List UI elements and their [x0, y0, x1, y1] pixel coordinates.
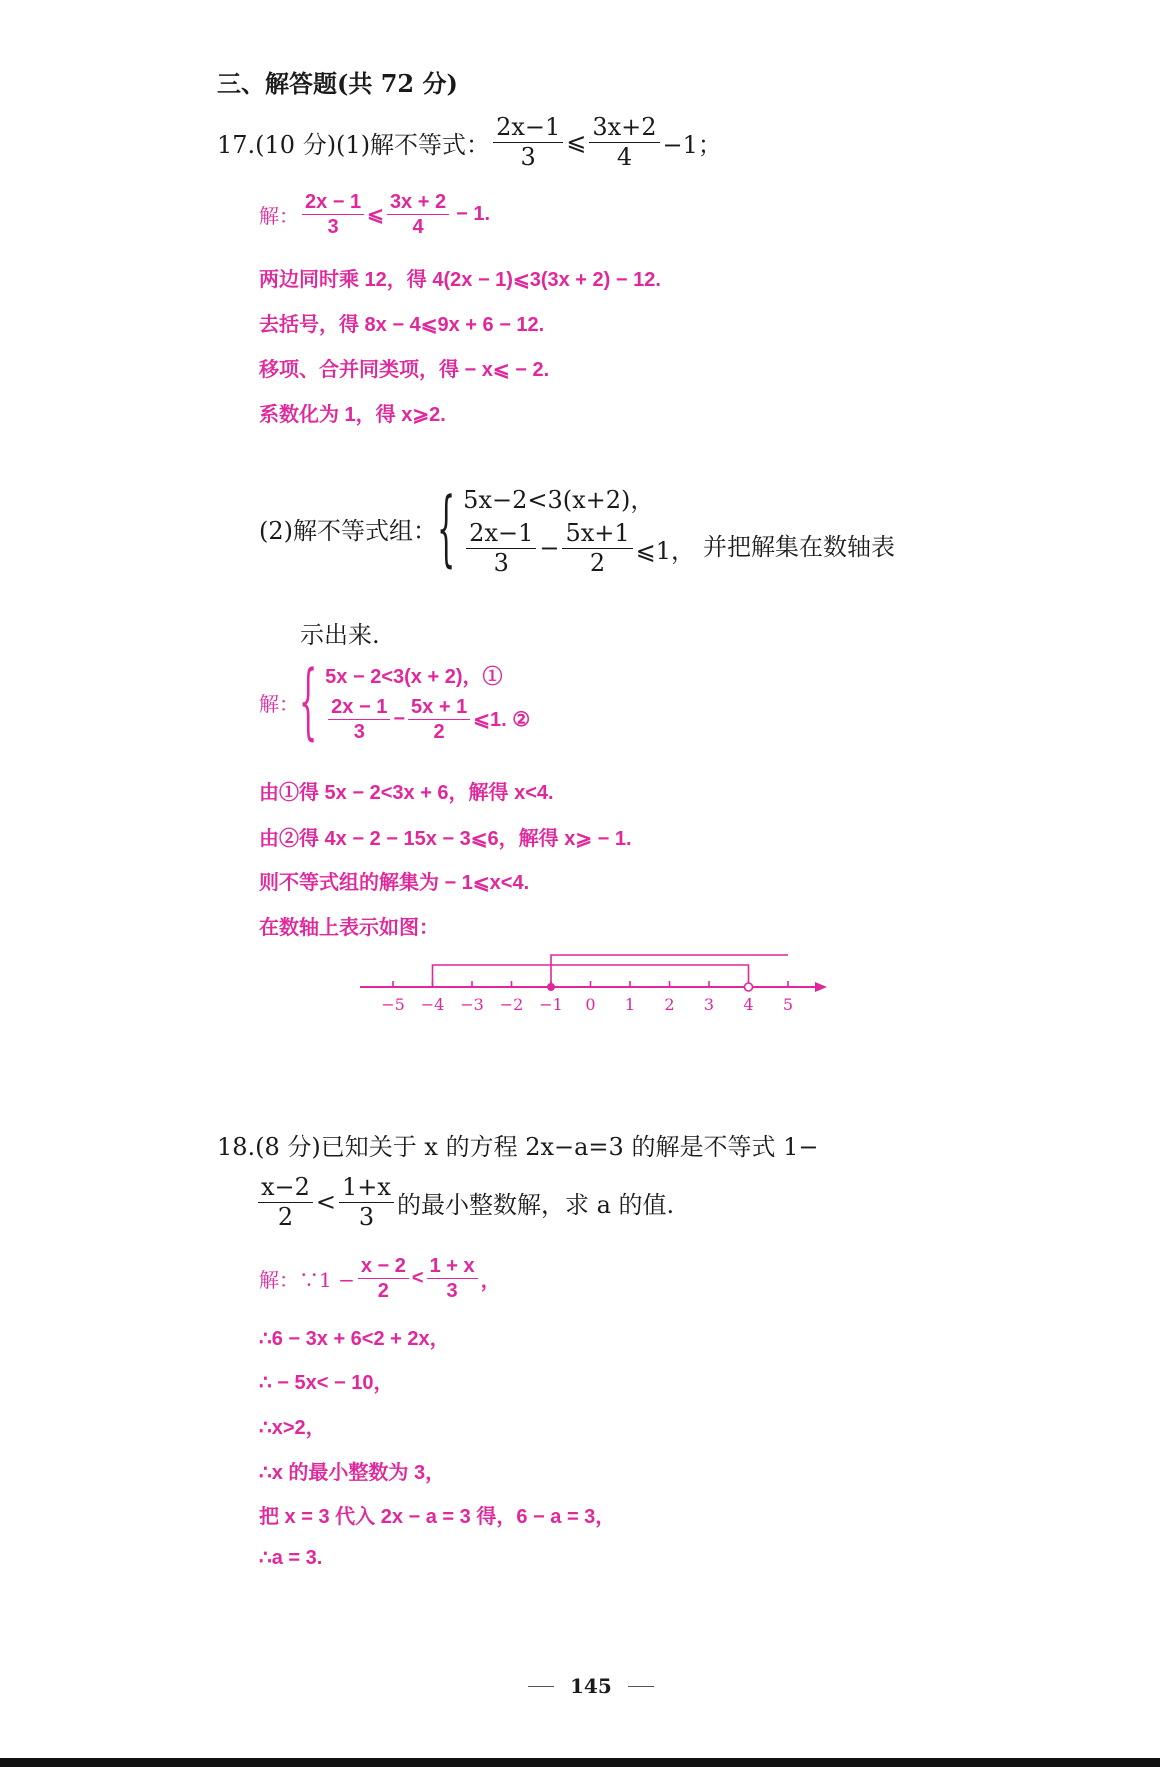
q17-system-row2	[463, 519, 695, 578]
q17-frac1-num: 2x−1	[493, 113, 563, 143]
q18-sol-line2: ∴6 − 3x + 6<2 + 2x，	[259, 1328, 450, 1350]
q17-sys-tail: ⩽1，	[635, 536, 696, 565]
tick-label: −1	[539, 995, 563, 1014]
q18-sol-line6: 把 x = 3 代入 2x − a = 3 得，6 − a = 3，	[259, 1506, 616, 1528]
q17-sys-frac1-num: 2x−1	[466, 519, 536, 549]
q17-frac2-den: 4	[616, 142, 633, 171]
q17-sol-tail: − 1.	[456, 203, 491, 225]
q17-sol-line2: 两边同时乘 12，得 4(2x − 1)⩽3(3x + 2) − 12.	[259, 269, 661, 291]
q17-sol2-system	[259, 654, 531, 749]
q17-p2-cont: 示出来.	[300, 621, 380, 649]
q18-line2	[255, 1173, 674, 1232]
q17-sol-frac2	[387, 190, 449, 239]
tick-label: 0	[585, 995, 596, 1014]
q17-sol2-line2: 由②得 4x − 2 − 15x − 3⩽6，解得 x⩾ − 1.	[259, 828, 632, 850]
left-brace: {	[437, 480, 456, 576]
q17-prefix: 17.(10 分)(1)解不等式：	[217, 130, 491, 159]
q17-sol2-frac2	[408, 695, 470, 744]
q17-sol2-rows	[325, 660, 530, 744]
tick-label: −2	[499, 995, 524, 1014]
q17-sol2-line1: 由①得 5x − 2<3x + 6，解得 x<4.	[259, 782, 554, 804]
q17-frac1-den: 3	[520, 142, 536, 171]
q17-sol2-minus: −	[393, 708, 406, 730]
q18-rel: <	[315, 1188, 337, 1217]
q17-sol-line4: 移项、合并同类项，得 − x⩽ − 2.	[259, 359, 550, 381]
q17-sol-line1	[259, 190, 490, 239]
q17-sol2-row1: 5x − 2<3(x + 2)，①	[325, 666, 503, 688]
q18-frac1-num: x−2	[258, 1173, 313, 1203]
q17-sol2-line3: 则不等式组的解集为 − 1⩽x<4.	[259, 872, 530, 894]
q18-sol-frac1-den: 2	[377, 1280, 389, 1302]
q17-system-row1: 5x−2<3(x+2)，	[463, 486, 655, 514]
range-group	[433, 955, 789, 991]
q17-sys-minus: −	[539, 534, 560, 563]
tick-label: 4	[743, 995, 754, 1014]
q17-tail: −1；	[662, 130, 722, 159]
q17-sol-frac1-den: 3	[327, 216, 339, 238]
number-line	[355, 945, 835, 1020]
tick-label: −5	[381, 995, 405, 1014]
section-heading: 三、解答题(共 72 分)	[217, 69, 458, 98]
q17-sys-frac1-den: 3	[493, 548, 509, 577]
q17-p2-prefix: (2)解不等式组：	[259, 517, 437, 546]
q17-frac2	[589, 113, 659, 172]
q17-sol2-row2	[325, 695, 530, 744]
q18-sol-label: 解：∵1 −	[259, 1268, 355, 1292]
q18-sol-frac1-num: x − 2	[358, 1254, 409, 1279]
q18-sol-frac2-num: 1 + x	[427, 1254, 478, 1279]
tick-label: 3	[703, 995, 715, 1014]
q18-frac2-den: 3	[358, 1202, 375, 1231]
q18-frac1	[258, 1173, 313, 1232]
q18-sol-frac1	[358, 1254, 409, 1303]
q17-system	[463, 480, 695, 578]
q17-relation: ⩽	[566, 128, 587, 157]
q18-tail: 的最小整数解，求 a 的值.	[396, 1190, 675, 1219]
q18-sol-frac2	[427, 1254, 478, 1303]
q18-sol-rel: <	[411, 1267, 424, 1289]
q17-sys-frac2-den: 2	[589, 548, 606, 577]
q17-frac1	[493, 113, 563, 172]
q17-sol2-line4: 在数轴上表示如图：	[259, 917, 439, 939]
bottom-bar	[0, 1758, 1160, 1767]
tick-label: −4	[420, 995, 445, 1014]
sol-left-brace: {	[299, 654, 318, 749]
q17-sol-label: 解：	[259, 204, 299, 228]
footer-dash-left	[528, 1686, 554, 1687]
tick-label: 2	[664, 995, 675, 1014]
page-number: 145	[570, 1674, 612, 1698]
q18-sol-tail: ，	[480, 1270, 501, 1292]
q18-frac1-den: 2	[277, 1202, 294, 1231]
axis-arrow	[815, 982, 827, 992]
q17-sol-rel: ⩽	[367, 204, 384, 226]
q17-sol-frac2-num: 3x + 2	[387, 190, 449, 215]
q17-sol-frac1-num: 2x − 1	[302, 190, 364, 215]
q17-sol2-label: 解：	[259, 691, 299, 716]
q17-sys-frac1	[466, 519, 536, 578]
q17-sys-frac2-num: 5x+1	[562, 519, 632, 549]
q17-sys-frac2	[562, 519, 632, 578]
q17-sol-frac1	[302, 190, 364, 239]
tick-label: 1	[624, 995, 636, 1014]
solid-point	[547, 983, 555, 991]
q17-sol2-frac2-den: 2	[433, 721, 445, 743]
q18-sol-frac2-den: 3	[446, 1280, 458, 1302]
q17-sol2-frac1	[328, 695, 390, 744]
q17-sol-frac2-den: 4	[412, 216, 424, 238]
q18-sol-line7: ∴a = 3.	[259, 1547, 323, 1569]
q17-part2-question	[259, 480, 695, 578]
q17-sol-line3: 去括号，得 8x − 4⩽9x + 6 − 12.	[259, 314, 545, 336]
q17-sol2-tail: ⩽1. ②	[473, 709, 531, 731]
q17-sol2-frac2-num: 5x + 1	[408, 695, 470, 720]
open-point	[745, 983, 753, 991]
q18-frac2-num: 1+x	[339, 1173, 394, 1203]
q17-sol2-frac1-den: 3	[353, 721, 365, 743]
q18-sol-line5: ∴x 的最小整数为 3，	[259, 1462, 446, 1484]
tick-label: 5	[782, 995, 794, 1014]
q18-sol-line3: ∴ − 5x< − 10，	[259, 1372, 394, 1394]
q17-sol2-frac1-num: 2x − 1	[328, 695, 390, 720]
q18-frac2	[339, 1173, 394, 1232]
q17-p2-after: 并把解集在数轴表	[703, 533, 895, 561]
footer-dash-right	[628, 1686, 654, 1687]
page-footer	[512, 1674, 670, 1698]
q17-sol-line5: 系数化为 1，得 x⩾2.	[259, 404, 446, 426]
tick-group	[381, 981, 793, 1014]
q17-frac2-num: 3x+2	[589, 113, 659, 143]
tick-label: −3	[460, 995, 484, 1014]
q18-line1: 18.(8 分)已知关于 x 的方程 2x−a=3 的解是不等式 1−	[217, 1133, 819, 1161]
q17-part1-question	[217, 113, 722, 172]
q18-sol-line1	[259, 1254, 501, 1303]
q18-sol-line4: ∴x>2，	[259, 1417, 326, 1439]
